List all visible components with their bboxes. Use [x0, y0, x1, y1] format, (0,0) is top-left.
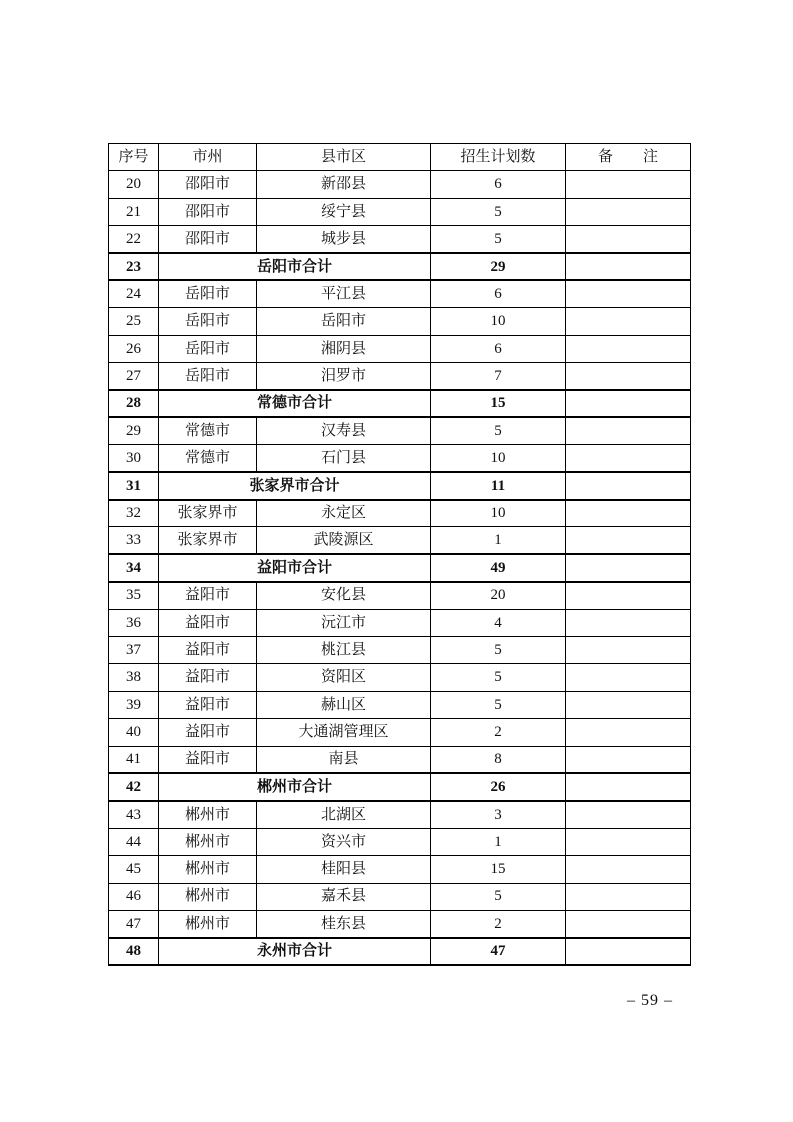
cell-county: 桂阳县	[257, 856, 431, 883]
cell-county: 武陵源区	[257, 527, 431, 554]
cell-plan: 5	[431, 417, 566, 444]
cell-city: 张家界市	[159, 500, 257, 527]
cell-plan: 5	[431, 226, 566, 253]
cell-plan: 2	[431, 719, 566, 746]
cell-plan: 15	[431, 856, 566, 883]
cell-seq: 43	[109, 801, 159, 828]
cell-seq: 27	[109, 363, 159, 390]
table-row	[109, 691, 691, 718]
cell-remark	[566, 417, 691, 444]
cell-city: 岳阳市	[159, 335, 257, 362]
page-number: – 59 –	[627, 992, 673, 1009]
table-row	[109, 417, 691, 444]
cell-city: 益阳市	[159, 664, 257, 691]
cell-county: 北湖区	[257, 801, 431, 828]
table-row	[109, 363, 691, 390]
cell-remark	[566, 910, 691, 937]
cell-plan: 49	[431, 554, 566, 581]
cell-city: 郴州市	[159, 801, 257, 828]
cell-plan: 10	[431, 308, 566, 335]
table-row	[109, 198, 691, 225]
cell-city: 郴州市	[159, 856, 257, 883]
cell-plan: 8	[431, 746, 566, 773]
cell-remark	[566, 500, 691, 527]
cell-seq: 47	[109, 910, 159, 937]
cell-remark	[566, 527, 691, 554]
cell-remark	[566, 691, 691, 718]
cell-seq: 44	[109, 828, 159, 855]
cell-remark	[566, 637, 691, 664]
cell-remark	[566, 719, 691, 746]
cell-plan: 5	[431, 883, 566, 910]
cell-city: 郴州市	[159, 883, 257, 910]
cell-remark	[566, 856, 691, 883]
cell-city: 益阳市	[159, 746, 257, 773]
table-row	[109, 500, 691, 527]
cell-plan: 20	[431, 582, 566, 609]
cell-seq: 26	[109, 335, 159, 362]
cell-seq: 36	[109, 609, 159, 636]
cell-seq: 33	[109, 527, 159, 554]
table-row	[109, 746, 691, 773]
cell-seq: 48	[109, 938, 159, 965]
cell-remark	[566, 171, 691, 198]
cell-remark	[566, 582, 691, 609]
summary-row	[109, 938, 691, 965]
cell-plan: 47	[431, 938, 566, 965]
cell-city: 常德市	[159, 445, 257, 472]
cell-remark	[566, 554, 691, 581]
cell-county: 湘阴县	[257, 335, 431, 362]
cell-remark	[566, 198, 691, 225]
cell-summary-label: 益阳市合计	[159, 554, 431, 581]
cell-county: 嘉禾县	[257, 883, 431, 910]
cell-seq: 32	[109, 500, 159, 527]
cell-remark	[566, 280, 691, 307]
cell-remark	[566, 828, 691, 855]
cell-city: 益阳市	[159, 637, 257, 664]
header-cell-county: 县市区	[257, 144, 431, 171]
cell-seq: 35	[109, 582, 159, 609]
cell-remark	[566, 308, 691, 335]
cell-seq: 40	[109, 719, 159, 746]
cell-seq: 37	[109, 637, 159, 664]
table-row	[109, 609, 691, 636]
cell-seq: 28	[109, 390, 159, 417]
cell-county: 安化县	[257, 582, 431, 609]
enrollment-plan-table	[108, 143, 691, 966]
cell-plan: 29	[431, 253, 566, 280]
cell-plan: 2	[431, 910, 566, 937]
table-body	[109, 171, 691, 965]
table-row	[109, 335, 691, 362]
cell-county: 石门县	[257, 445, 431, 472]
cell-city: 岳阳市	[159, 363, 257, 390]
cell-seq: 38	[109, 664, 159, 691]
cell-seq: 25	[109, 308, 159, 335]
cell-remark	[566, 226, 691, 253]
table-row	[109, 527, 691, 554]
cell-city: 邵阳市	[159, 226, 257, 253]
cell-summary-label: 永州市合计	[159, 938, 431, 965]
cell-remark	[566, 253, 691, 280]
summary-row	[109, 472, 691, 499]
cell-seq: 46	[109, 883, 159, 910]
cell-seq: 41	[109, 746, 159, 773]
cell-plan: 6	[431, 335, 566, 362]
cell-seq: 23	[109, 253, 159, 280]
cell-plan: 6	[431, 280, 566, 307]
cell-plan: 26	[431, 773, 566, 800]
cell-remark	[566, 746, 691, 773]
cell-remark	[566, 445, 691, 472]
cell-remark	[566, 938, 691, 965]
table-row	[109, 856, 691, 883]
cell-city: 益阳市	[159, 691, 257, 718]
table-row	[109, 883, 691, 910]
cell-county: 桂东县	[257, 910, 431, 937]
cell-seq: 31	[109, 472, 159, 499]
cell-remark	[566, 773, 691, 800]
cell-plan: 11	[431, 472, 566, 499]
cell-remark	[566, 472, 691, 499]
cell-county: 岳阳市	[257, 308, 431, 335]
cell-county: 汨罗市	[257, 363, 431, 390]
table-row	[109, 226, 691, 253]
header-cell-plan: 招生计划数	[431, 144, 566, 171]
cell-summary-label: 张家界市合计	[159, 472, 431, 499]
cell-plan: 5	[431, 198, 566, 225]
cell-county: 南县	[257, 746, 431, 773]
cell-seq: 39	[109, 691, 159, 718]
summary-row	[109, 390, 691, 417]
cell-county: 大通湖管理区	[257, 719, 431, 746]
cell-seq: 24	[109, 280, 159, 307]
cell-summary-label: 郴州市合计	[159, 773, 431, 800]
cell-city: 郴州市	[159, 828, 257, 855]
cell-county: 新邵县	[257, 171, 431, 198]
header-cell-remark: 备 注	[566, 144, 691, 171]
cell-plan: 10	[431, 445, 566, 472]
table-row	[109, 280, 691, 307]
cell-county: 赫山区	[257, 691, 431, 718]
cell-city: 岳阳市	[159, 308, 257, 335]
cell-seq: 34	[109, 554, 159, 581]
table-row	[109, 828, 691, 855]
cell-county: 资阳区	[257, 664, 431, 691]
cell-plan: 3	[431, 801, 566, 828]
table-row	[109, 801, 691, 828]
cell-summary-label: 岳阳市合计	[159, 253, 431, 280]
cell-plan: 1	[431, 828, 566, 855]
cell-city: 岳阳市	[159, 280, 257, 307]
cell-seq: 21	[109, 198, 159, 225]
table-row	[109, 445, 691, 472]
cell-plan: 6	[431, 171, 566, 198]
cell-remark	[566, 335, 691, 362]
header-cell-city: 市州	[159, 144, 257, 171]
cell-seq: 20	[109, 171, 159, 198]
cell-seq: 22	[109, 226, 159, 253]
cell-plan: 15	[431, 390, 566, 417]
table-row	[109, 637, 691, 664]
cell-plan: 5	[431, 691, 566, 718]
summary-row	[109, 253, 691, 280]
table-header-row	[109, 144, 691, 171]
cell-city: 郴州市	[159, 910, 257, 937]
cell-plan: 4	[431, 609, 566, 636]
cell-county: 汉寿县	[257, 417, 431, 444]
summary-row	[109, 773, 691, 800]
cell-seq: 42	[109, 773, 159, 800]
cell-seq: 30	[109, 445, 159, 472]
cell-plan: 7	[431, 363, 566, 390]
cell-remark	[566, 390, 691, 417]
cell-county: 永定区	[257, 500, 431, 527]
cell-city: 邵阳市	[159, 171, 257, 198]
table-row	[109, 910, 691, 937]
cell-summary-label: 常德市合计	[159, 390, 431, 417]
cell-remark	[566, 609, 691, 636]
cell-plan: 5	[431, 664, 566, 691]
cell-remark	[566, 801, 691, 828]
table-row	[109, 582, 691, 609]
cell-county: 城步县	[257, 226, 431, 253]
cell-remark	[566, 883, 691, 910]
cell-city: 益阳市	[159, 719, 257, 746]
cell-county: 桃江县	[257, 637, 431, 664]
cell-city: 张家界市	[159, 527, 257, 554]
cell-plan: 10	[431, 500, 566, 527]
table-row	[109, 664, 691, 691]
cell-city: 益阳市	[159, 582, 257, 609]
cell-county: 资兴市	[257, 828, 431, 855]
header-cell-seq: 序号	[109, 144, 159, 171]
cell-city: 常德市	[159, 417, 257, 444]
cell-county: 平江县	[257, 280, 431, 307]
cell-remark	[566, 363, 691, 390]
cell-plan: 5	[431, 637, 566, 664]
table-row	[109, 308, 691, 335]
cell-seq: 45	[109, 856, 159, 883]
cell-county: 沅江市	[257, 609, 431, 636]
cell-plan: 1	[431, 527, 566, 554]
cell-seq: 29	[109, 417, 159, 444]
cell-remark	[566, 664, 691, 691]
cell-city: 益阳市	[159, 609, 257, 636]
table-row	[109, 171, 691, 198]
cell-city: 邵阳市	[159, 198, 257, 225]
cell-county: 绥宁县	[257, 198, 431, 225]
summary-row	[109, 554, 691, 581]
table-row	[109, 719, 691, 746]
